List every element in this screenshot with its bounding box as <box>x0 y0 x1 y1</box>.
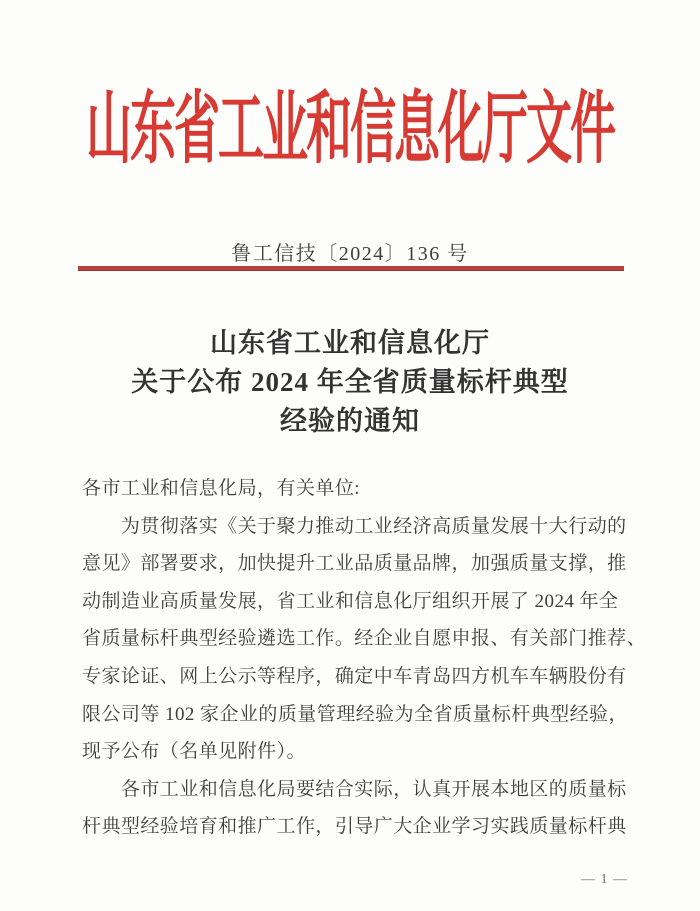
red-divider-rule <box>78 266 624 271</box>
document-title <box>0 324 700 441</box>
body-line: 意见》部署要求，加快提升工业品质量品牌，加强质量支撑，推 <box>82 553 627 575</box>
body-line: 各市工业和信息化局要结合实际，认真开展本地区的质量标 <box>82 778 627 800</box>
document-title-line-3: 经验的通知 <box>280 406 420 436</box>
letterhead-title: 山东省工业和信息化厅文件 <box>86 84 614 173</box>
document-number: 鲁工信技〔2024〕136 号 <box>231 243 469 265</box>
page-number: — 1 — <box>581 872 628 887</box>
document-title-line-1: 山东省工业和信息化厅 <box>210 328 490 358</box>
body-line: 限公司等 102 家企业的质量管理经验为全省质量标杆典型经验， <box>82 703 628 725</box>
body-line: 现予公布（名单见附件）。 <box>82 741 306 763</box>
body-line: 为贯彻落实《关于聚力推动工业经济高质量发展十大行动的 <box>82 515 627 537</box>
body-line: 动制造业高质量发展，省工业和信息化厅组织开展了 2024 年全 <box>82 590 619 612</box>
body-line: 省质量标杆典型经验遴选工作。经企业自愿申报、有关部门推荐、 <box>82 628 647 650</box>
salutation-line: 各市工业和信息化局，有关单位: <box>82 478 361 499</box>
body-line: 杆典型经验培育和推广工作，引导广大企业学习实践质量标杆典 <box>82 816 627 838</box>
document-body <box>82 470 647 846</box>
body-line: 专家论证、网上公示等程序，确定中车青岛四方机车车辆股份有 <box>82 665 627 687</box>
document-title-line-2: 关于公布 2024 年全省质量标杆典型 <box>131 367 569 397</box>
